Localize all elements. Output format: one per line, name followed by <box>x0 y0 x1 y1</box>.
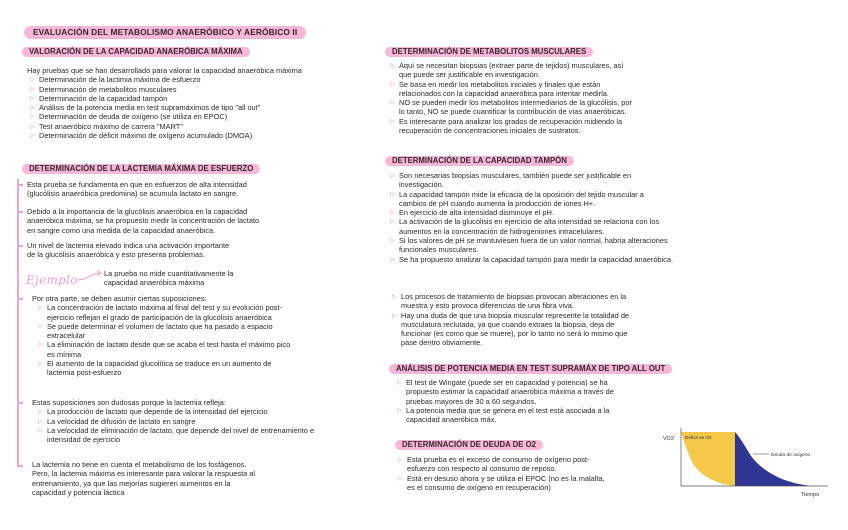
lactemia-p2 <box>27 207 372 235</box>
text-line: capacidad anaeróbica máxima <box>104 278 205 288</box>
biopsia-item <box>392 292 712 311</box>
text-line: extracelular <box>47 331 86 341</box>
ejemplo-label: Ejemplo <box>26 273 78 287</box>
text-line: En ejercicio de alta intensidad disminuye el pH. <box>399 208 554 218</box>
timeline-line <box>17 179 19 465</box>
text-line: NO se pueden medir los metabolitos intermediarios de la glucólisis, por <box>399 98 632 108</box>
timeline-tick <box>17 245 23 247</box>
text-line: Si los valores de pH se mantuviesen fuera de un valor normal, habría alteraciones <box>399 236 668 246</box>
section-header-metabolitos: DETERMINACIÓN DE METABOLITOS MUSCULARES <box>385 47 593 57</box>
text-line: Los procesos de tratamiento de biopsias provocan alteraciones en la <box>401 292 627 301</box>
tampon-item <box>390 190 745 209</box>
text-line: pase dentro obviamente. <box>401 338 483 348</box>
text-line: en sangre como una medida de la capacidad anaeróbica. <box>27 225 216 235</box>
capacidad-item: ▷ Determinación de deuda de oxígeno (se utiliza en EPOC) <box>30 112 372 121</box>
suposicion-item <box>38 340 377 359</box>
text-line: La prueba no mide cuantitativamente la <box>104 269 234 278</box>
tampon-section <box>390 171 745 264</box>
metabolitos-section <box>390 61 700 135</box>
timeline-tick <box>17 184 23 186</box>
capacidad-section <box>27 66 372 140</box>
capacidad-intro: Hay pruebas que se han desarrollado para valorar la capacidad anaeróbica máxima <box>27 66 302 75</box>
timeline-tick <box>17 211 23 213</box>
text-line: de la glucólisis anaeróbica y esto presenta problemas. <box>27 250 205 260</box>
text-line: capacidad y potencia láctica <box>32 487 125 497</box>
suposicion-item <box>38 359 377 378</box>
text-line: es mínima <box>47 349 82 359</box>
text-line: La activación de la glucólisis en ejercicio de alta intensidad se relaciona con los <box>399 217 660 227</box>
text-line: Esta prueba es el exceso de consumo de oxígeno post- <box>407 455 590 464</box>
text-line: relacionados con la capacidad anaeróbica para intentar medirla. <box>399 88 609 98</box>
text-line: Aquí se necesitan biopsias (extraer parte de tejidos) musculares, así <box>399 61 624 70</box>
section-header-lactemia: DETERMINACIÓN DE LA LACTEMIA MÁXIMA DE ESFUERZO <box>22 164 260 174</box>
section-header-capacidad-anaerobica: VALORACIÓN DE LA CAPACIDAD ANAERÓBICA MÁXIMA <box>22 47 250 57</box>
capacidad-item: ▷ Análisis de la potencia media en test supramáximos de tipo "all out" <box>30 103 372 112</box>
timeline-tick <box>17 465 23 467</box>
section-header-deuda: DETERMINACIÓN DE DEUDA DE O2 <box>395 440 543 450</box>
text-line: El aumento de la capacidad glucolítica se traduce en un aumento de <box>47 359 272 369</box>
text-line: aumentos en la concentración de hidrogeniones intracelulares. <box>399 226 605 236</box>
tampon-item <box>390 236 745 255</box>
potencia-item <box>397 378 697 406</box>
tampon-item <box>390 217 745 236</box>
text-line: El test de Wingate (puede ser en capacidad y potencia) se ha <box>406 378 608 387</box>
text-line: ejercicio reflejan el grado de participación de la glucólisis anaeróbica <box>47 312 272 322</box>
page-title: EVALUACIÓN DEL METABOLISMO ANAERÓBICO Y AERÓBICO II <box>24 26 306 39</box>
text-line: muestra y esto provoca diferencias de una fibra viva. <box>401 301 574 311</box>
text-line: recuperación de concentraciones iniciales de sustratos. <box>399 126 581 136</box>
text-line: La velocidad de difusión de lactato en sangre <box>47 416 196 426</box>
text-line: Se puede determinar el volumen de lactato que ha pasado a espacio <box>47 321 273 331</box>
ejemplo-arrow-icon <box>76 268 104 284</box>
biopsia-item <box>392 311 712 348</box>
text-line: La lactemia no tiene en cuenta el metabolismo de los fosfágenos. <box>32 460 247 469</box>
text-line: pruebas mayores de 30 a 60 segundos. <box>406 396 537 406</box>
tampon-item <box>390 255 745 264</box>
text-line: Son necesarias biopsias musculares, también puede ser justificable en <box>399 171 632 180</box>
text-line: Hay una duda de que una biopsia muscular represente la totalidad de <box>401 310 630 320</box>
text-line: (glucólisis anaeróbica predomina) se acumula lactato en sangre. <box>27 189 239 199</box>
text-line: entrenamiento, ya que las mejorías sugieren aumentos en la <box>32 478 231 488</box>
biopsia-section <box>392 292 712 348</box>
text-line: anaeróbica máxima, se ha propuesto medir la concentración de lactato <box>27 216 260 226</box>
suposicion-item <box>38 322 377 341</box>
oxygen-debt-figure <box>663 426 835 500</box>
section-header-tampon: DETERMINACIÓN DE LA CAPACIDAD TAMPÓN <box>385 156 574 166</box>
capacidad-item: ▷ Determinación de déficit máximo de oxígeno acumulado (DMOA) <box>30 131 372 140</box>
text-line: capacidad anaeróbica máx. <box>406 415 497 425</box>
deuda-item <box>398 474 663 493</box>
text-line: que puede ser justificable en investigación. <box>399 70 540 80</box>
lactemia-p3 <box>27 241 372 260</box>
suposiciones-intro: Por otra parte, se deben asumir ciertas suposiciones: <box>32 294 207 303</box>
text-line: musculatura reclutada, ya que cuando extraes la biopsia, deja de <box>401 319 615 329</box>
suposicion-item <box>38 303 377 322</box>
text-line: La eliminación de lactato desde que se acaba el test hasta el máximo pico <box>47 340 291 350</box>
deuda-item <box>398 455 663 474</box>
text-line: esfuerzo con respecto al consumo de reposo. <box>407 464 557 474</box>
text-line: Se ha propuesto analizar la capacidad tampón para medir la capacidad anaeróbica. <box>399 254 674 264</box>
text-line: Un nivel de lactemia elevado indica una activación importante <box>27 241 230 250</box>
y-axis-label: VO2 <box>663 436 675 442</box>
tampon-item <box>390 171 745 190</box>
text-line: propuesto estimar la capacidad anaeróbica máxima a través de <box>406 387 614 397</box>
timeline-tick <box>17 298 23 300</box>
deficit-label: Déficit de O2 <box>685 435 712 440</box>
text-line: intensidad de ejercicio <box>47 435 121 445</box>
text-line: La potencia media que se genera en el test está asociada a la <box>406 405 610 415</box>
text-line: funcionar (es como que se muere), por lo tanto no será lo mismo que <box>401 329 628 339</box>
text-line: lo tanto, NO se puede cuantificar la contribución de vías anaeróbicas. <box>399 107 627 117</box>
tampon-item <box>390 208 745 217</box>
deuda-label: Deuda de oxígeno <box>771 453 811 458</box>
text-line: La capacidad tampón mide la eficacia de la oposición del tejido muscular a <box>399 189 644 199</box>
suposiciones-section <box>32 294 377 378</box>
capacidad-item: ▷ Determinación de la capacidad tampón <box>30 94 372 103</box>
text-line: Debido a la importancia de la glucólisis anaeróbica en la capacidad <box>27 207 248 216</box>
text-line: Es interesante para analizar los grados de recuperación midiendo la <box>399 116 623 126</box>
capacidad-item: ▷ Test anaeróbico máximo de carrera "MART" <box>30 122 372 131</box>
text-line: La producción de lactato que depende de la intensidad del ejercicio <box>47 407 268 417</box>
capacidad-item: ▷ Determinación de metabolitos musculares <box>30 85 372 94</box>
capacidad-item: ▷ Determinación de la lactimia máxima de esfuerzo <box>30 75 372 84</box>
text-line: lactemia post-esfuerzo <box>47 368 122 378</box>
text-line: es el consumo de oxígeno en recuperación) <box>407 482 551 492</box>
dudosa-item <box>38 426 382 445</box>
x-axis-label: Tiempo <box>801 492 820 498</box>
text-line: Está en desuso ahora y se utiliza el EPOC (no es la malalta, <box>407 473 605 483</box>
text-line: cambios de pH cuando aumenta la producción de iones H+. <box>399 198 596 208</box>
timeline-tick <box>17 402 23 404</box>
text-line: Pero, la lactemia máxima es interesante para valorar la respuesta al <box>32 469 256 479</box>
text-line: La velocidad de eliminación de lactato, que depende del nivel de entrenamiento e <box>47 425 315 435</box>
metabolitos-item <box>390 61 700 80</box>
dudosas-intro: Estas suposiciones son dudosas porque la lactemia refleja: <box>32 398 226 407</box>
metabolitos-item <box>390 117 700 136</box>
text-line: La concentración de lactato máxima al final del test y su evolución post- <box>47 303 282 313</box>
text-line: Esta prueba se fundamenta en que en esfuerzos de alta intensidad <box>27 180 247 189</box>
final-paragraph <box>32 460 377 497</box>
dudosa-item <box>38 417 382 426</box>
potencia-item <box>397 406 697 425</box>
metabolitos-item <box>390 98 700 117</box>
lactemia-p1 <box>27 180 372 199</box>
text-line: Se basa en medir los metabolitos iniciales y finales que están <box>399 79 601 89</box>
dudosas-section <box>32 398 382 444</box>
text-line: funcionales musculares. <box>399 245 479 255</box>
metabolitos-item <box>390 80 700 99</box>
text-line: investigación. <box>399 180 444 190</box>
ejemplo-text <box>104 269 304 288</box>
deuda-section <box>398 455 663 492</box>
dudosa-item <box>38 407 382 416</box>
potencia-section <box>397 378 697 424</box>
section-header-potencia: ANÁLISIS DE POTENCIA MEDIA EN TEST SUPRAMÁX DE TIPO ALL OUT <box>389 364 672 374</box>
